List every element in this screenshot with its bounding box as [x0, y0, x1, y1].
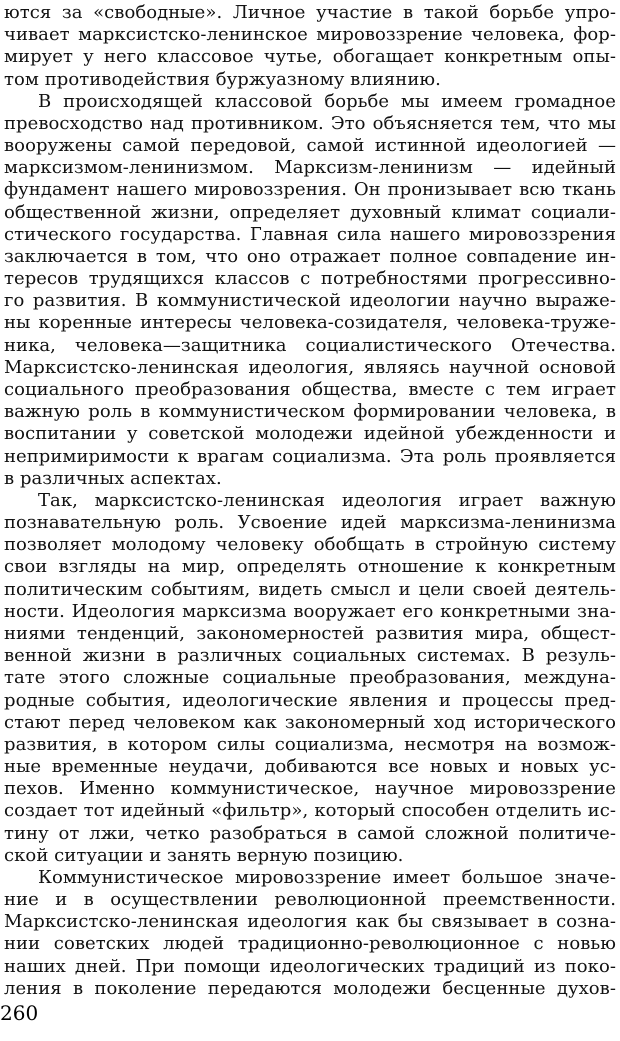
text-line: нии советских людей традиционно-революционное с новью — [4, 933, 616, 955]
text-line: свои взгляды на мир, определять отношение к конкретным — [4, 556, 616, 578]
text-line: развития, в котором силы социализма, несмотря на возмож- — [4, 733, 616, 755]
text-line: тересов трудящихся классов с потребностями прогрессивно- — [4, 268, 616, 290]
text-line: Так, марксистско-ленинская идеология играет важную — [38, 489, 616, 511]
text-line: ления в поколение передаются молодежи бесценные духов- — [4, 977, 616, 999]
text-line: пехов. Именно коммунистическое, научное мировоззрение — [4, 778, 616, 800]
text-line: заключается в том, что оно отражает полное совпадение ин- — [4, 245, 616, 267]
text-line: марксизмом-ленинизмом. Марксизм-ленинизм — идейный — [4, 157, 616, 179]
text-line: в различных аспектах. — [4, 467, 222, 489]
text-line: родные события, идеологические явления и процессы пред- — [4, 689, 616, 711]
text-line: стического государства. Главная сила нашего мировоззрения — [4, 223, 616, 245]
text-line: позволяет молодому человеку обобщать в стройную систему — [4, 534, 616, 556]
text-line: чивает марксистско-ленинское мировоззрение человека, фор- — [4, 24, 616, 46]
text-line: Марксистско-ленинская идеология, являясь научной основой — [4, 356, 616, 378]
text-line: ности. Идеология марксизма вооружает его конкретными зна- — [4, 600, 616, 622]
text-line: стают перед человеком как закономерный ход исторического — [4, 711, 616, 733]
text-line: превосходство над противником. Это объясняется тем, что мы — [4, 112, 616, 134]
text-line: социального преобразования общества, вместе с тем играет — [4, 379, 616, 401]
text-line: ской ситуации и занять верную позицию. — [4, 844, 404, 866]
text-line: мирует у него классовое чутье, обогащает конкретным опы- — [4, 46, 616, 68]
text-line: Марксистско-ленинская идеология как бы связывает в созна- — [4, 911, 616, 933]
text-line: тину от лжи, четко разобраться в самой сложной политиче- — [4, 822, 616, 844]
text-line: ниями тенденций, закономерностей развития мира, общест- — [4, 622, 616, 644]
book-page-continued — [4, 2, 616, 1039]
text-line: ника, человека—защитника социалистического Отечества. — [4, 334, 616, 356]
text-line: вооружены самой передовой, самой истинной идеологией — — [4, 135, 616, 157]
text-line: воспитании у советской молодежи идейной убежденности и — [4, 423, 616, 445]
text-line: го развития. В коммунистической идеологии научно выраже- — [4, 290, 616, 312]
text-line: познавательную роль. Усвоение идей марксизма-ленинизма — [4, 512, 616, 534]
text-line: том противодействия буржуазному влиянию. — [4, 68, 441, 90]
text-line: непримиримости к врагам социализма. Эта роль проявляется — [4, 445, 616, 467]
text-line: общественной жизни, определяет духовный климат социали- — [4, 201, 616, 223]
text-line: ные временные неудачи, добиваются все новых и новых ус- — [4, 756, 616, 778]
text-line: наших дней. При помощи идеологических традиций из поко- — [4, 955, 616, 977]
page-number: 260 — [0, 1001, 39, 1025]
text-line: политическим событиям, видеть смысл и цели своей деятель- — [4, 578, 616, 600]
text-line: В происходящей классовой борьбе мы имеем громадное — [38, 90, 616, 112]
text-line: важную роль в коммунистическом формировании человека, в — [4, 401, 616, 423]
text-line: Коммунистическое мировоззрение имеет большое значе- — [38, 866, 616, 888]
text-line: ние и в осуществлении революционной преемственности. — [4, 889, 616, 911]
text-line: ются за «свободные». Личное участие в такой борьбе упро- — [4, 2, 616, 23]
text-line: венной жизни в различных социальных системах. В резуль- — [4, 645, 616, 667]
text-line: ны коренные интересы человека-созидателя, человека-труже- — [4, 312, 616, 334]
text-line: фундамент нашего мировоззрения. Он пронизывает всю ткань — [4, 179, 616, 201]
text-line: создает тот идейный «фильтр», который способен отделить ис- — [4, 800, 616, 822]
text-line: тате этого сложные социальные преобразования, междуна- — [4, 667, 616, 689]
